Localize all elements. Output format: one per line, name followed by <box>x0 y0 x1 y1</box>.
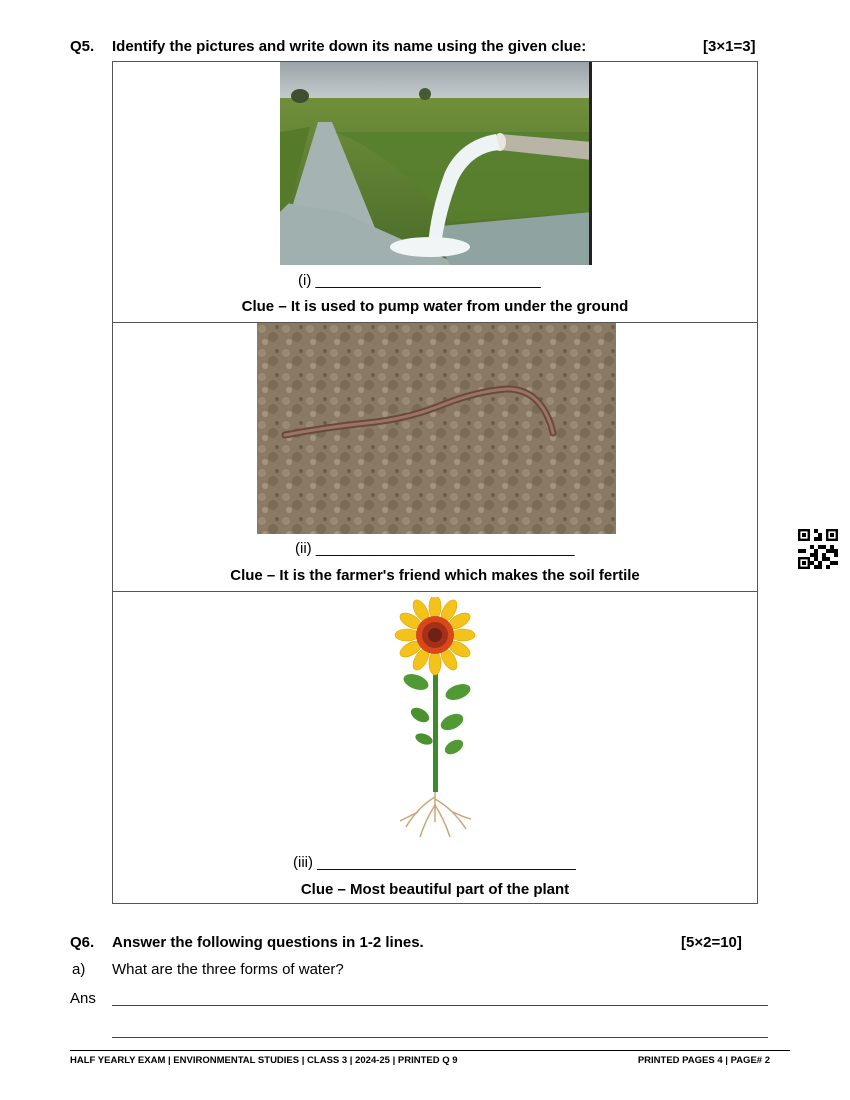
q5-item-1-clue: Clue – It is used to pump water from under the ground <box>241 298 629 315</box>
q5-item-2-answer-line[interactable] <box>295 540 574 557</box>
q6-marks: [5×2=10] <box>681 934 742 951</box>
q5-item-2-clue: Clue – It is the farmer's friend which makes the soil fertile <box>230 567 640 584</box>
q5-item-3-label: (iii) <box>293 854 313 871</box>
q5-item-2-label: (ii) <box>295 540 312 557</box>
answer-line-2[interactable] <box>112 1037 768 1038</box>
q5-question: Identify the pictures and write down its name using the given clue: <box>112 38 587 55</box>
q5-table <box>112 61 758 904</box>
footer-left: HALF YEARLY EXAM | ENVIRONMENTAL STUDIES | CLASS 3 | 2024-25 | PRINTED Q 9 <box>70 1055 458 1066</box>
row-divider <box>113 591 757 592</box>
tubewell-irrigation-image <box>280 62 592 265</box>
sunflower-plant-image <box>378 597 493 847</box>
q6-a-question: What are the three forms of water? <box>112 961 344 978</box>
footer-right: PRINTED PAGES 4 | PAGE# 2 <box>637 1055 770 1066</box>
answer-line-1[interactable] <box>112 1005 768 1006</box>
q5-marks: [3×1=3] <box>703 38 756 55</box>
q6-a-label: a) <box>72 961 86 978</box>
q5-item-1-answer-line[interactable] <box>298 272 541 289</box>
ans-label: Ans <box>70 990 96 1007</box>
q5-number: Q5. <box>70 38 95 55</box>
q5-item-3-blank: _______________________________ <box>317 854 576 871</box>
qr-code-icon <box>798 529 838 569</box>
footer-divider <box>70 1050 790 1051</box>
q5-item-3-answer-line[interactable] <box>293 854 576 871</box>
q5-item-2-blank: _______________________________ <box>315 540 575 557</box>
q6-question: Answer the following questions in 1-2 lines. <box>112 934 424 951</box>
q5-item-3-clue: Clue – Most beautiful part of the plant <box>300 881 570 898</box>
q5-item-1-blank: ___________________________ <box>315 272 541 289</box>
earthworm-soil-image <box>257 323 616 534</box>
q6-number: Q6. <box>70 934 95 951</box>
q5-item-1-label: (i) <box>298 272 312 289</box>
